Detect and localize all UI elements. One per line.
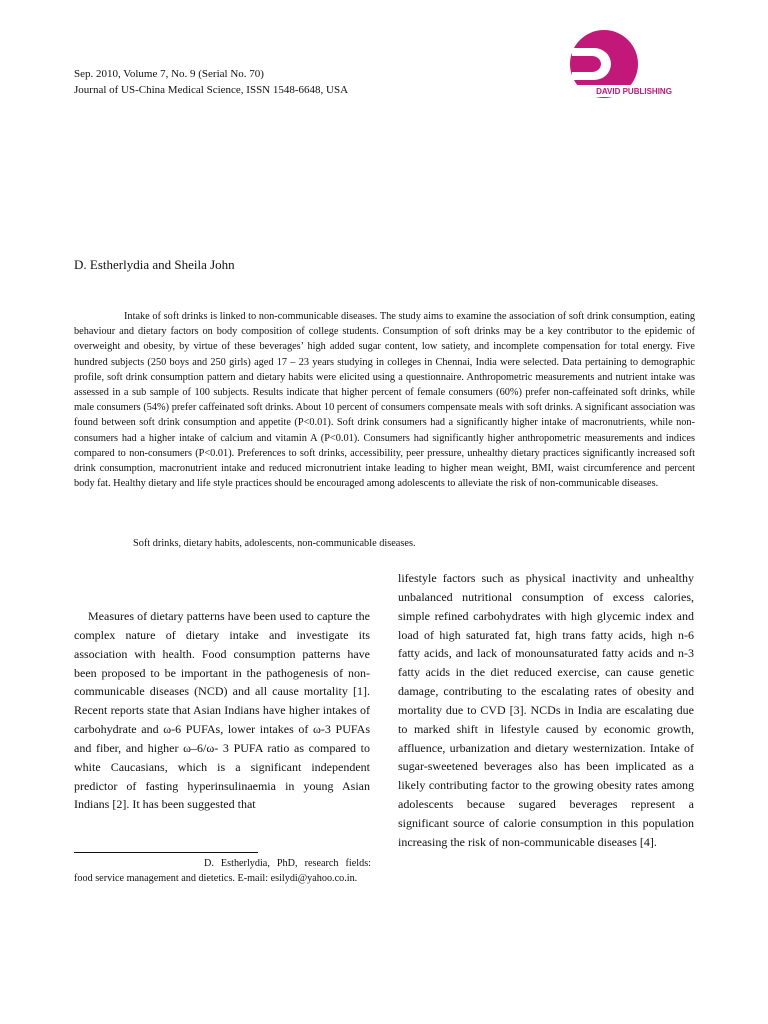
keywords: Soft drinks, dietary habits, adolescents, non-communicable diseases. xyxy=(133,538,416,549)
body-left-column: Measures of dietary patterns have been used to capture the complex nature of dietary intake and investigate its association with health. Food consumption patterns have been proposed to be important in the pathogenesis of non-communicable diseases (NCD) and all cause mortality [1]. Recent reports state that Asian Indians have higher intakes of carbohydrate and ω-6 PUFAs, lower intakes of ω-3 PUFAs and fiber, and higher ω–6/ω- 3 PUFA ratio as compared to white Caucasians, which is a significant independent predictor of fasting hyperinsulinaemia in young Asian Indians [2]. It has been suggested that xyxy=(74,609,370,812)
logo-text: DAVID PUBLISHING xyxy=(596,87,672,96)
author-footnote: D. Estherlydia, PhD, research fields: food service management and dietetics. E-mail: esilydi@yahoo.co.in. xyxy=(74,858,371,884)
abstract: Intake of soft drinks is linked to non-communicable diseases. The study aims to examine the association of soft drink consumption, eating behaviour and dietary factors on body composition of college students. Consumption of soft drinks may be a key contributor to the epidemic of overweight and obesity, by virtue of these beverages’ high added sugar content, low satiety, and incomplete compensation for total energy. Five hundred subjects (250 boys and 250 girls) aged 17 – 23 years studying in colleges in Chennai, India were selected. Data pertaining to demographic profile, soft drink consumption pattern and dietary habits were elicited using a questionnaire. Anthropometric measurements and nutrient intake was assessed in a sub sample of 100 subjects. Results indicate that higher percent of female consumers (60%) prefer non-caffeinated soft drinks, while male consumers (54%) prefer caffeinated soft drinks. About 10 percent of consumers compensate meals with soft drinks. A significant association was found between soft drink consumption and appetite (P<0.01). Soft drink consumers had a significantly higher intake of macronutrients, while non-consumers had a higher intake of calcium and vitamin A (P<0.01). Consumers had significantly higher anthropometric measurements and indices compared to non-consumers (P<0.01). Preferences to soft drinks, accessibility, peer pressure, unhealthy dietary practices significantly increased soft drink consumption, macronutrient intake and reduced micronutrient intake leading to higher mean weight, BMI, waist circumference and percent body fat. Healthy dietary and life style practices should be encouraged among adolescents to alleviate the risk of non-communicable diseases. xyxy=(74,311,695,490)
journal-header xyxy=(74,66,348,98)
publisher-logo xyxy=(564,30,704,102)
footnote-divider xyxy=(74,852,258,853)
body-right-column: lifestyle factors such as physical inactivity and unhealthy unbalanced nutritional consumption of excess calories, simple refined carbohydrates with high glycemic index and load of high saturated fat, high trans fatty acids, high n-6 fatty acids, and lack of monounsaturated fatty acids and n-3 fatty acids in the diet reduced exercise, can cause genetic damage, contributing to the escalating rates of obesity and mortality due to CVD [3]. NCDs in India are escalating due to marked shift in lifestyle caused by economic growth, affluence, urbanization and dietary westernization. Intake of sugar-sweetened beverages also has been implicated as a likely contributing factor to the growing obesity rates among adolescents because sugared beverages represent a significant source of calorie consumption in this population increasing the risk of non-communicable diseases [4]. xyxy=(398,571,694,849)
journal-line: Journal of US-China Medical Science, ISSN 1548-6648, USA xyxy=(74,84,349,96)
authors: D. Estherlydia and Sheila John xyxy=(74,257,235,272)
issue-line: Sep. 2010, Volume 7, No. 9 (Serial No. 70) xyxy=(74,68,264,80)
